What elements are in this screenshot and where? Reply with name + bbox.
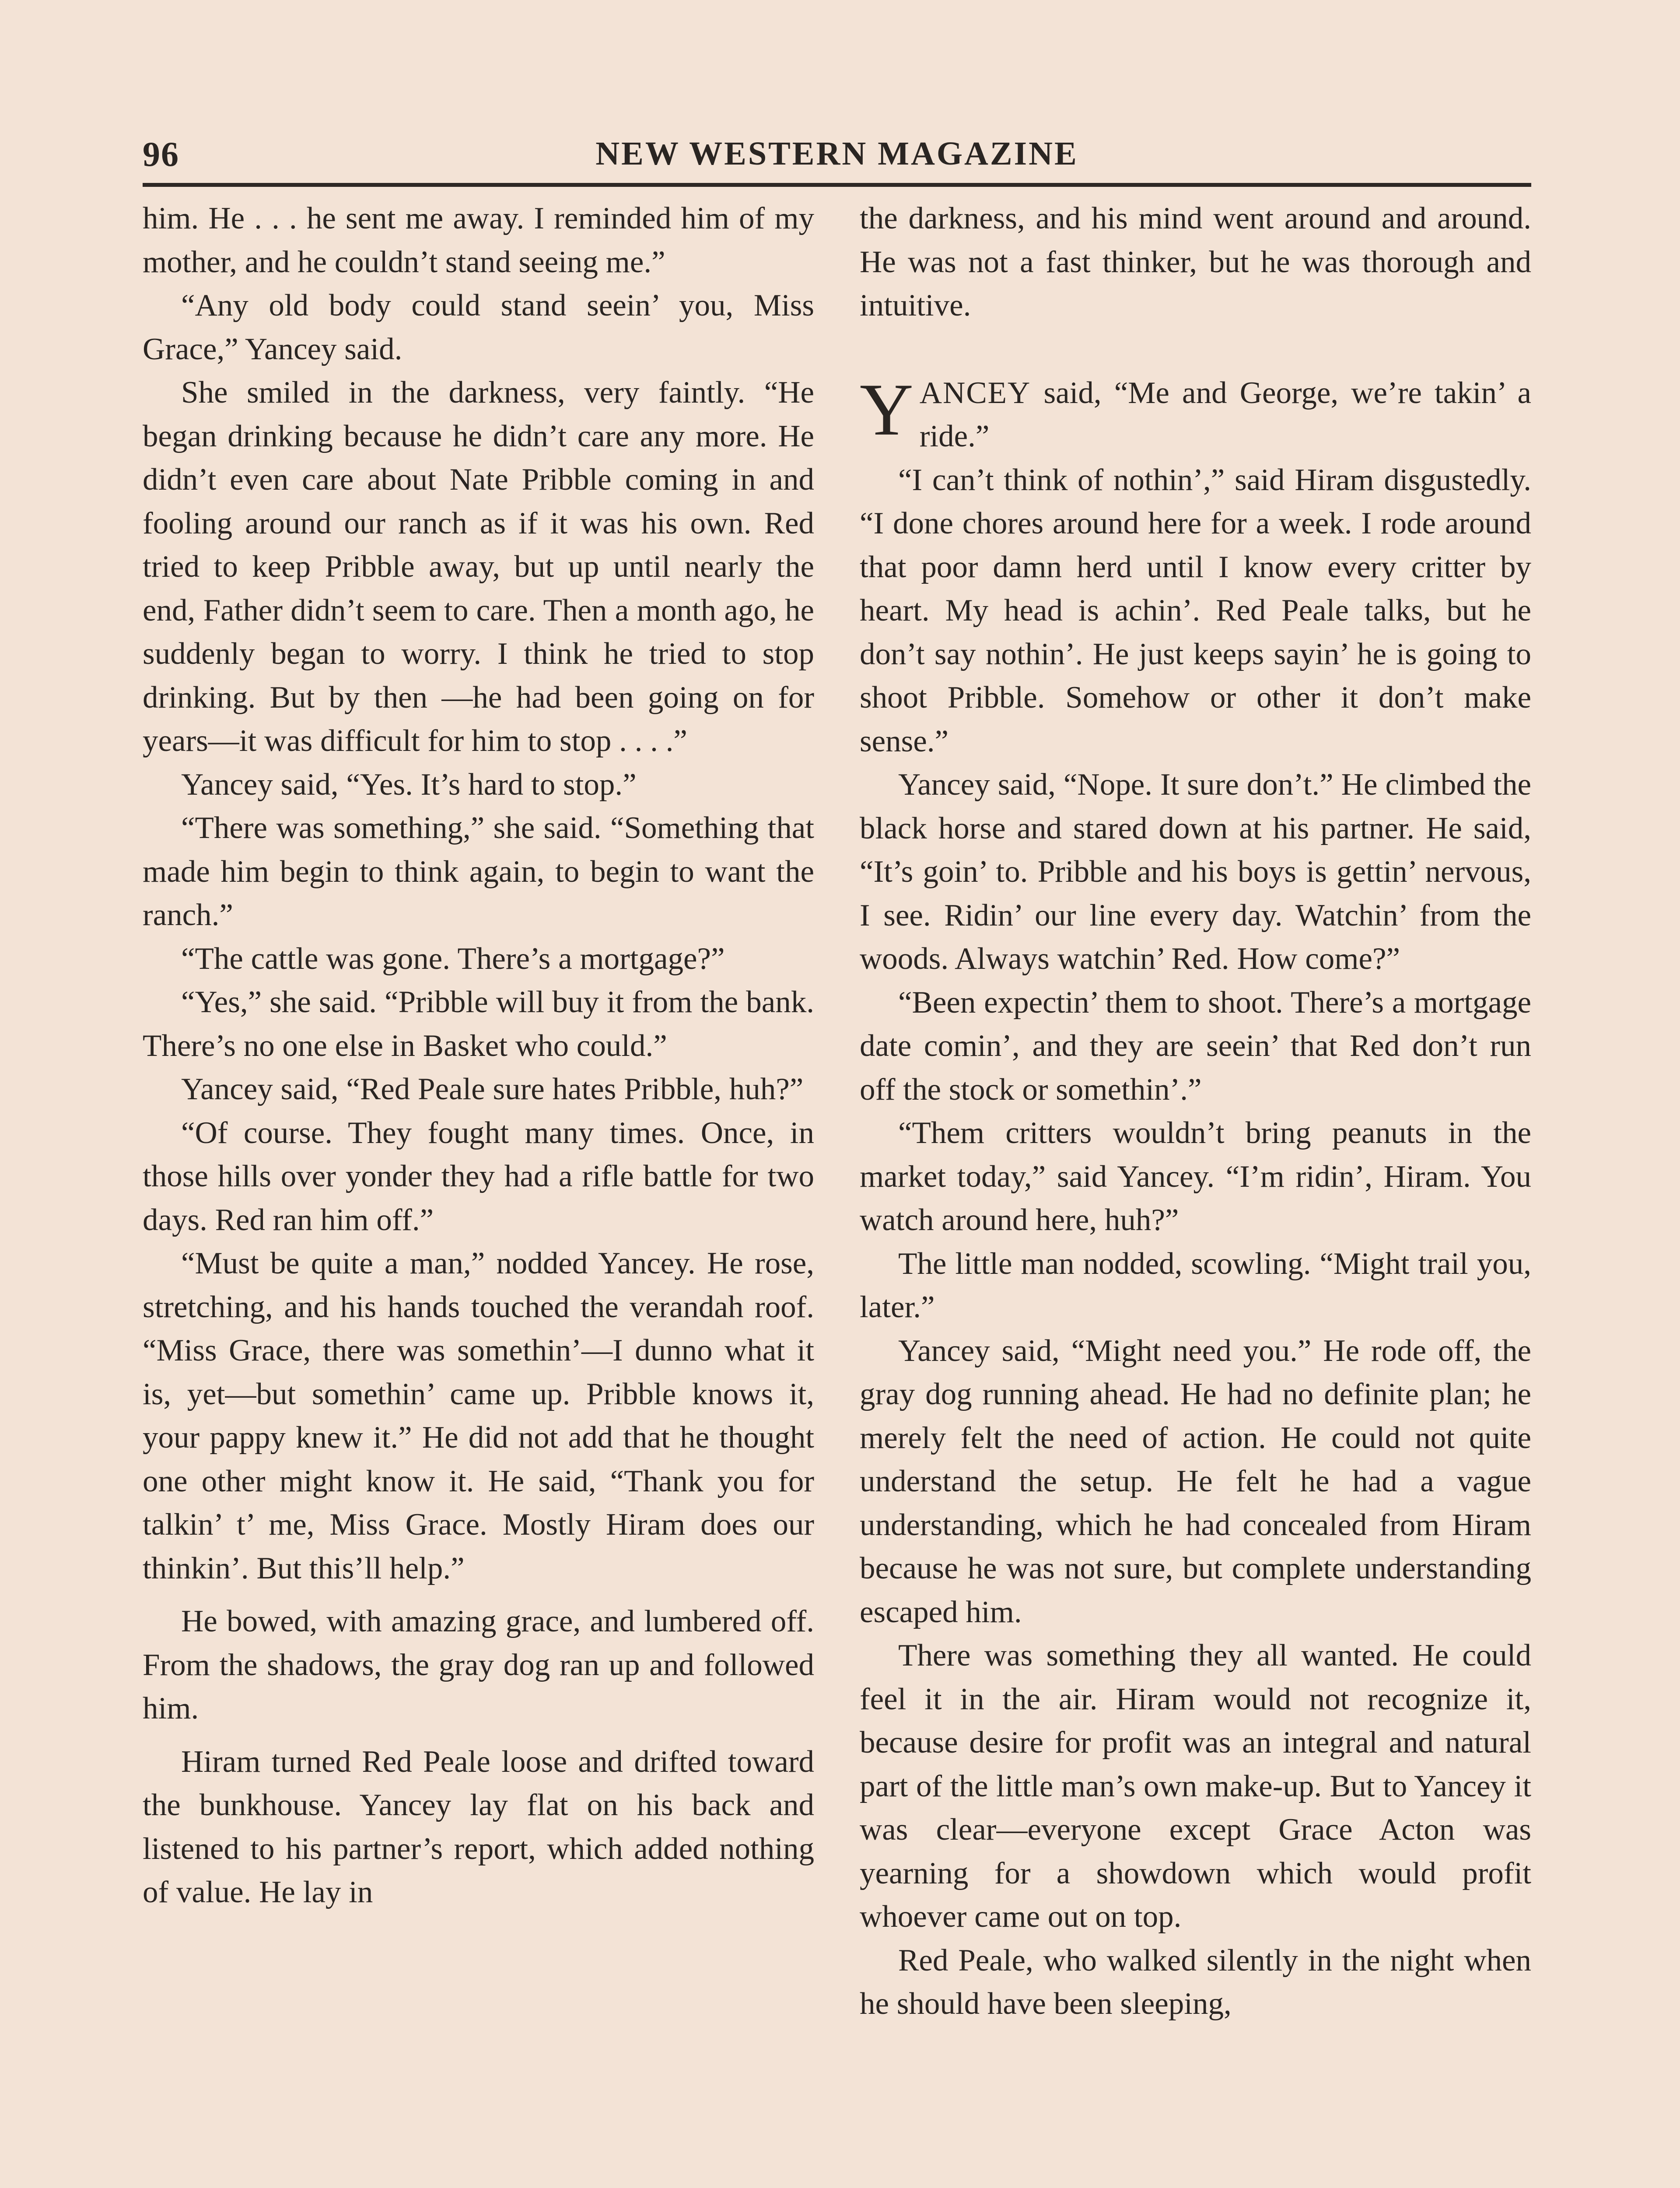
paragraph: “There was something,” she said. “Something that made him begin to think again, to begin to want the ranch.”: [143, 811, 814, 932]
page-number: 96: [143, 135, 179, 174]
paragraph: The little man nodded, scowling. “Might trail you, later.”: [860, 1246, 1531, 1324]
section-first-word: ANCEY: [919, 375, 1031, 410]
section-first-text: said, “Me and George, we’re takin’ a ride.”: [919, 375, 1531, 453]
paragraph: Yancey said, “Red Peale sure hates Pribble, huh?”: [181, 1072, 804, 1106]
paragraph: “The cattle was gone. There’s a mortgage?”: [181, 941, 725, 976]
paragraph: Red Peale, who walked silently in the night when he should have been sleeping,: [860, 1943, 1531, 2021]
paragraph: the darkness, and his mind went around and around. He was not a fast thinker, but he was thorough and intuitive.: [860, 201, 1531, 323]
paragraph: Hiram turned Red Peale loose and drifted toward the bunkhouse. Yancey lay flat on his back and listened to his partner’s report, which added nothing of value. He lay in: [143, 1744, 814, 1909]
paragraph: There was something they all wanted. He could feel it in the air. Hiram would not recognize it, because desire for profit was an integral and natural part of the little man’s own make-up. But to Yancey it was clear—everyone except Grace Acton was yearning for a showdown which would profit whoever came out on top.: [860, 1638, 1531, 1934]
drop-cap: Y: [860, 368, 914, 451]
paragraph: him. He . . . he sent me away. I reminded him of my mother, and he couldn’t stand seeing me.”: [143, 201, 814, 279]
paragraph: He bowed, with amazing grace, and lumbered off. From the shadows, the gray dog ran up and followed him.: [143, 1604, 814, 1725]
left-column: [143, 197, 814, 2188]
paragraph: “Yes,” she said. “Pribble will buy it from the bank. There’s no one else in Basket who could.”: [143, 985, 814, 1063]
paragraph: She smiled in the darkness, very faintly. “He began drinking because he didn’t care any more. He didn’t even care about Nate Pribble coming in and fooling around our ranch as if it was his own. Red tried to keep Pribble away, but up until nearly the end, Father didn’t seem to care. Then a month ago, he suddenly began to worry. I think he tried to stop drinking. But by then —he had been going on for years—it was difficult for him to stop . . . .”: [143, 375, 814, 758]
paragraph: “Them critters wouldn’t bring peanuts in the market today,” said Yancey. “I’m ridin’, Hiram. You watch around here, huh?”: [860, 1116, 1531, 1237]
right-column: [860, 197, 1531, 2188]
paragraph: Yancey said, “Nope. It sure don’t.” He climbed the black horse and stared down at his partner. He said, “It’s goin’ to. Pribble and his boys is gettin’ nervous, I see. Ridin’ our line every day. Watchin’ from the woods. Always watchin’ Red. How come?”: [860, 768, 1531, 976]
paragraph: “Of course. They fought many times. Once, in those hills over yonder they had a rifle battle for two days. Red ran him off.”: [143, 1115, 814, 1237]
paragraph: “Been expectin’ them to shoot. There’s a mortgage date comin’, and they are seein’ that Red don’t run off the stock or somethin’.”: [860, 985, 1531, 1107]
paragraph: “Must be quite a man,” nodded Yancey. He rose, stretching, and his hands touched the verandah roof. “Miss Grace, there was somethin’—I dunno what it is, yet—but somethin’ came up. Pribble knows it, your pappy knew it.” He did not add that he thought one other might know it. He said, “Thank you for talkin’ t’ me, Miss Grace. Mostly Hiram does our thinkin’. But this’ll help.”: [143, 1246, 814, 1585]
paragraph: Yancey said, “Might need you.” He rode off, the gray dog running ahead. He had no definite plan; he merely felt the need of action. He could not quite understand the setup. He felt he had a vague understanding, which he had concealed from Hiram because he was not sure, but complete understanding escaped him.: [860, 1333, 1531, 1629]
magazine-title: NEW WESTERN MAGAZINE: [595, 135, 1078, 172]
paragraph: “I can’t think of nothin’,” said Hiram disgustedly. “I done chores around here for a week. I rode around that poor damn herd until I know every critter by heart. My head is achin’. Red Peale talks, but he don’t say nothin’. He just keeps sayin’ he is going to shoot Pribble. Somehow or other it don’t make sense.”: [860, 463, 1531, 758]
header-rule: [143, 183, 1531, 187]
paragraph: Yancey said, “Yes. It’s hard to stop.”: [181, 767, 637, 802]
page-header: [143, 131, 1531, 179]
paragraph: “Any old body could stand seein’ you, Miss Grace,” Yancey said.: [143, 288, 814, 366]
section-opening-paragraph: [860, 368, 1531, 459]
